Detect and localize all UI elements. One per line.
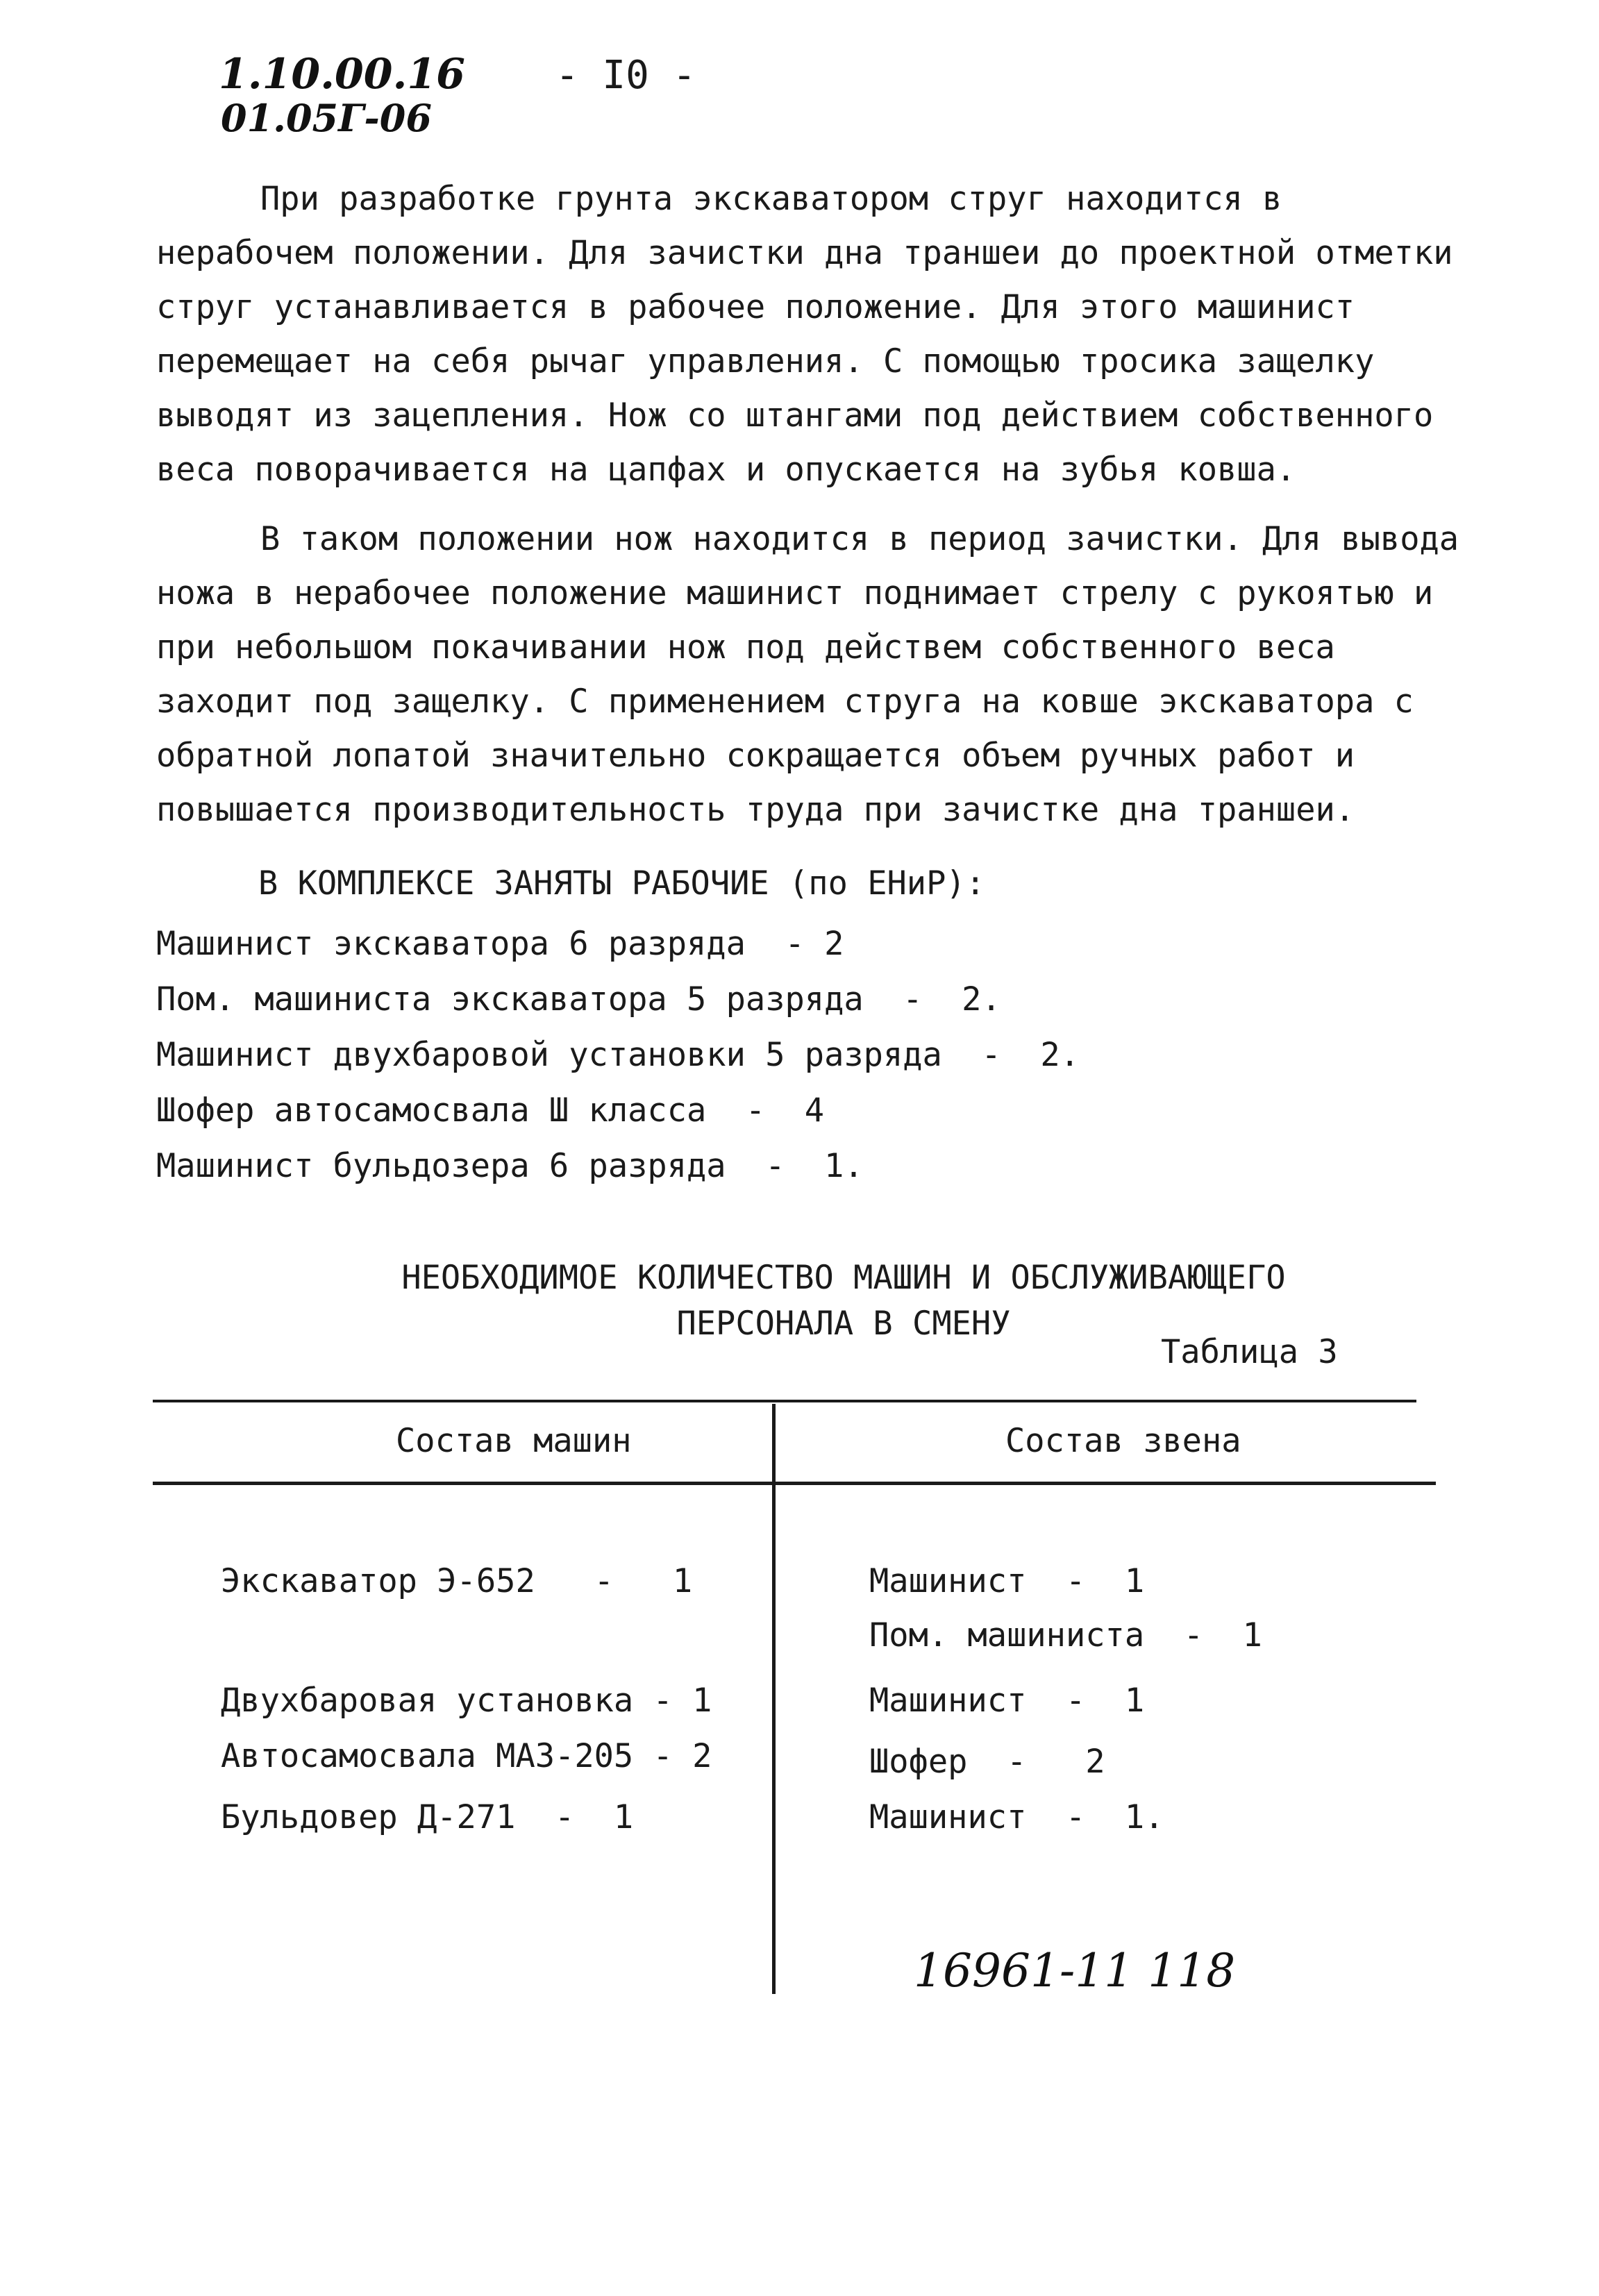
table-top-rule [153,1400,1416,1402]
crew-list-item: Шофер автосамосвала Ш класса - 4 [156,1091,825,1130]
paragraph-1 [156,172,1473,497]
table-label: Таблица 3 [1161,1333,1338,1371]
table-title-line1: НЕОБХОДИМОЕ КОЛИЧЕСТВО МАШИН И ОБСЛУЖИВАЮЩЕГО [401,1259,1286,1297]
table-cell-crew: Машинист - 1 [869,1562,1145,1600]
handwritten-archive-number: 16961-11 118 [914,1944,1236,1997]
paragraph-2 [156,512,1479,837]
paragraph-1-text: При разработке грунта экскаватором струг находится в нерабочем положении. Для зачистки дна траншеи до проектной отметки струг устанавливается в рабочее положение. Для этого машинист перемещает на себя рычаг управления. С помощью тросика защелку выводят из зацепления. Нож со штангами под действием собственного веса поворачивается на цапфах и опускается на зубья ковша. [156,180,1473,489]
table-cell-crew: Машинист - 1 [869,1682,1145,1720]
crew-list-item: Машинист бульдозера 6 разряда - 1. [156,1147,864,1185]
table-title-line2: ПЕРСОНАЛА В СМЕНУ [676,1305,1011,1343]
table-cell-machine: Экскаватор Э-652 - 1 [221,1562,693,1600]
crew-list-item: Машинист двухбаровой установки 5 разряда - 2. [156,1036,1080,1074]
table-cell-machine: Автосамосвала МАЗ-205 - 2 [221,1737,712,1775]
document-code-line1: 1.10.00.16 [219,50,465,99]
crew-list-item: Машинист экскаватора 6 разряда - 2 [156,925,844,963]
paragraph-2-text: В таком положении нож находится в период зачистки. Для вывода ножа в нерабочее положение машинист поднимает стрелу с рукоятью и при небольшом покачивании нож под действем собственного веса заходит под защелку. С применением струга на ковше экскаватора с обратной лопатой значительно сокращается объем ручных работ и повышается производительность труда при зачистке дна траншеи. [156,520,1479,829]
table-header-crew: Состав звена [1005,1422,1241,1460]
table-cell-crew: Шофер - 2 [869,1743,1105,1781]
table-cell-machine: Бульдовер Д-271 - 1 [221,1798,634,1836]
crew-list [156,916,1080,1194]
crew-heading: В КОМПЛЕКСЕ ЗАНЯТЫ РАБОЧИЕ (по ЕНиР): [258,864,985,903]
table-cell-crew: Машинист - 1. [869,1798,1164,1836]
table-cell-crew: Пом. машиниста - 1 [869,1616,1262,1654]
table-header-rule [153,1482,1436,1485]
table-column-divider [772,1404,776,1994]
table-cell-machine: Двухбаровая установка - 1 [221,1682,712,1720]
page-number: - I0 - [555,53,696,98]
crew-list-item: Пом. машиниста экскаватора 5 разряда - 2. [156,980,1001,1019]
table-header-machines: Состав машин [396,1422,632,1460]
document-code-line2: 01.05Г-06 [221,96,432,140]
